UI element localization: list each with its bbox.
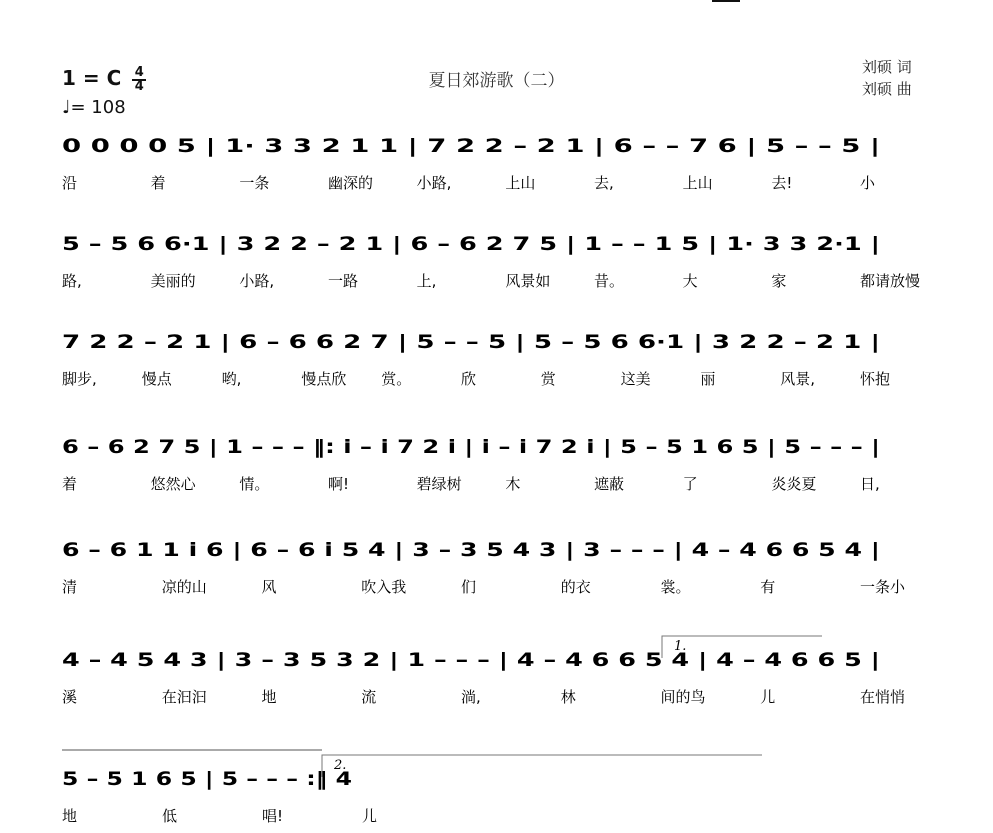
- lyric-syllable: 小路,: [239, 272, 275, 290]
- lyric-syllable: 溪: [62, 688, 78, 706]
- lyric-syllable: 一条小: [860, 578, 906, 596]
- volta-number: 2.: [334, 758, 347, 773]
- lyric-syllable: 木: [505, 475, 521, 493]
- lyric-syllable: 碧绿树: [416, 475, 462, 493]
- lyric-syllable: 吹入我: [361, 578, 407, 596]
- lyric-syllable: 小路,: [416, 174, 452, 192]
- lyric-syllable: 欣: [461, 370, 477, 388]
- notation-line: 5 – 5 1 6 5 | 5 – – – :‖ 4: [62, 768, 352, 790]
- lyric-syllable: 一路: [328, 272, 359, 290]
- score-row-1: [62, 135, 880, 192]
- lyric-syllable: 路,: [62, 272, 82, 290]
- lyric-syllable: 脚步,: [62, 370, 97, 388]
- lyric-syllable: 裳。: [660, 578, 691, 596]
- lyric-syllable: 在悄悄: [860, 688, 906, 706]
- lyric-syllable: 慢点: [141, 370, 172, 388]
- lyric-syllable: 凉的山: [161, 578, 207, 596]
- lyric-syllable: 着: [150, 174, 166, 192]
- lyric-syllable: 淌,: [461, 688, 481, 706]
- lyric-syllable: 林: [560, 688, 576, 706]
- song-title: 夏日郊游歌（二）: [428, 71, 565, 91]
- lyric-syllable: 美丽的: [150, 272, 196, 290]
- score-row-4: [62, 436, 880, 493]
- score-row-7: [62, 750, 762, 825]
- lyric-syllable: 有: [760, 578, 776, 596]
- lyric-syllable: 地: [62, 807, 78, 825]
- lyric-syllable: 赏。: [381, 370, 412, 388]
- lyric-syllable: 流: [361, 688, 377, 706]
- lyric-syllable: 昔。: [594, 272, 625, 290]
- tempo-text: = 108: [70, 97, 126, 118]
- lyric-syllable: 去,: [594, 174, 614, 192]
- lyric-syllable: 遮蔽: [594, 475, 625, 493]
- volta-number: 1.: [674, 639, 687, 654]
- notation-line: 4 – 4 5 4 3 | 3 – 3 5 3 2 | 1 – – – | 4 – 4 6 6 5 4 | 4 – 4 6 6 5 |: [62, 649, 880, 671]
- lyricist-credit: 刘硕 词: [862, 58, 912, 76]
- lyric-syllable: 低: [162, 807, 178, 825]
- score-row-6: [62, 636, 905, 706]
- quarter-note-icon: ♩: [62, 97, 71, 118]
- lyric-syllable: 了: [682, 475, 698, 493]
- lyric-syllable: 沿: [62, 174, 78, 192]
- lyric-syllable: 怀抱: [860, 370, 891, 388]
- key-text: 1 = C: [62, 66, 122, 90]
- lyric-syllable: 幽深的: [328, 174, 374, 192]
- lyric-syllable: 丽: [700, 370, 716, 388]
- time-top: 4: [134, 64, 144, 80]
- lyric-syllable: 上,: [416, 272, 437, 290]
- score-row-3: [62, 331, 890, 388]
- lyric-syllable: 都请放慢: [860, 272, 921, 290]
- lyric-syllable: 这美: [620, 370, 651, 388]
- lyric-syllable: 啊!: [328, 475, 350, 493]
- lyric-syllable: 悠然心: [150, 475, 196, 493]
- lyric-syllable: 上山: [682, 174, 713, 192]
- lyric-syllable: 慢点欣: [301, 370, 347, 388]
- lyric-syllable: 大: [682, 272, 698, 290]
- lyric-syllable: 风: [261, 578, 277, 596]
- lyric-syllable: 清: [62, 578, 78, 596]
- lyric-syllable: 日,: [860, 475, 880, 493]
- lyric-syllable: 炎炎夏: [771, 475, 817, 493]
- lyric-syllable: 赏: [540, 370, 556, 388]
- lyric-syllable: 儿: [760, 688, 776, 706]
- lyric-syllable: 地: [261, 688, 277, 706]
- notation-line: 6 – 6 1 1 i 6 | 6 – 6 i 5 4 | 3 – 3 5 4 3 | 3 – – – | 4 – 4 6 6 5 4 |: [62, 539, 880, 561]
- lyric-syllable: 唱!: [262, 807, 284, 825]
- lyric-syllable: 小: [860, 174, 876, 192]
- volta-bracket: [322, 755, 762, 777]
- lyric-syllable: 情。: [239, 475, 270, 493]
- lyric-syllable: 去!: [771, 174, 793, 192]
- lyric-syllable: 儿: [362, 807, 378, 825]
- notation-line: 7 2 2 – 2 1 | 6 – 6 6 2 7 | 5 – – 5 | 5 – 5 6 6·1 | 3 2 2 – 2 1 |: [62, 331, 880, 353]
- lyric-syllable: 在汩汩: [161, 688, 207, 706]
- lyric-syllable: 间的鸟: [660, 688, 706, 706]
- lyric-syllable: 们: [461, 578, 477, 596]
- lyric-syllable: 的衣: [560, 578, 591, 596]
- notation-line: 5 – 5 6 6·1 | 3 2 2 – 2 1 | 6 – 6 2 7 5 | 1 – – 1 5 | 1· 3 3 2·1 |: [62, 233, 881, 255]
- composer-credit: 刘硕 曲: [862, 80, 912, 98]
- lyric-syllable: 一条: [239, 174, 270, 192]
- lyric-syllable: 风景如: [505, 272, 551, 290]
- lyric-syllable: 着: [62, 475, 78, 493]
- lyric-syllable: 风景,: [780, 370, 815, 388]
- score-row-2: [62, 233, 920, 290]
- lyric-syllable: 哟,: [221, 370, 242, 388]
- time-bottom: 4: [134, 78, 144, 94]
- notation-line: 0 0 0 0 5 | 1· 3 3 2 1 1 | 7 2 2 – 2 1 | 6 – – 7 6 | 5 – – 5 |: [62, 135, 880, 157]
- notation-line: 6 – 6 2 7 5 | 1 – – – ‖: i – i 7 2 i | i – i 7 2 i | 5 – 5 1 6 5 | 5 – – – |: [62, 436, 880, 458]
- lyric-syllable: 上山: [505, 174, 536, 192]
- lyric-syllable: 家: [771, 272, 787, 290]
- score-row-5: [62, 539, 906, 596]
